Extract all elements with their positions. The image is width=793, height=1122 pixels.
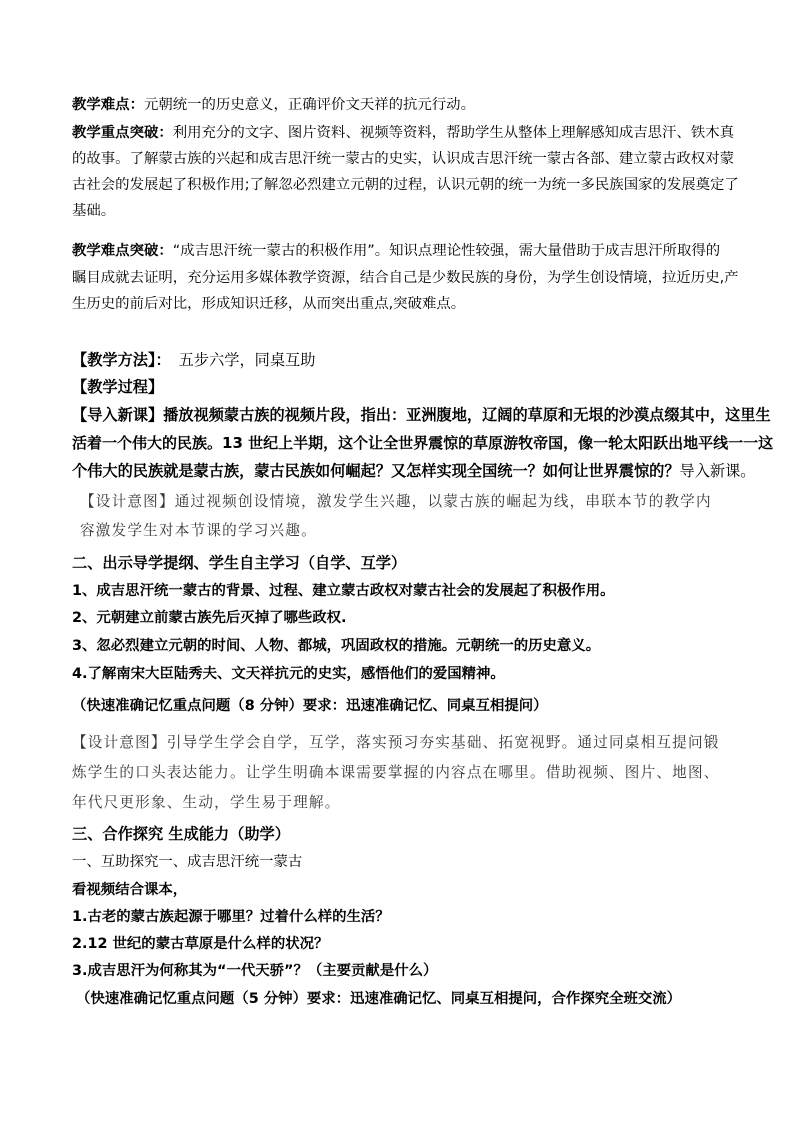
section2-title: 二、出示导学提纲、学生自主学习（自学、互学） xyxy=(72,554,407,572)
intro-line3 xyxy=(72,461,755,481)
teaching-difficulty xyxy=(72,95,475,115)
design-intent2-line1: 【设计意图】引导学生学会自学，互学，落实预习夯实基础、拓宽视野。通过同桌相互提问锻 xyxy=(72,734,720,751)
key-breakthrough-line2: 的故事。了解蒙古族的兴起和成吉思汗统一蒙古的史实，认识成吉思汗统一蒙古各部、建立蒙古政权对蒙 xyxy=(72,151,734,167)
section3-sub: 一、互助探究一、成吉思汗统一蒙古 xyxy=(72,854,303,870)
process-title: 【教学过程】 xyxy=(72,378,164,396)
section2-item-3: 3、忽必烈建立元朝的时间、人物、都城，巩固政权的措施。元朝统一的历史意义。 xyxy=(72,638,601,654)
section3-question-1: 1.古老的蒙古族起源于哪里？过着什么样的生活？ xyxy=(72,909,390,925)
difficulty-breakthrough-line3: 生历史的前后对比，形成知识迁移，从而突出重点,突破难点。 xyxy=(72,296,466,312)
section3-question-2: 2.12 世纪的蒙古草原是什么样的状况？ xyxy=(72,936,329,952)
design-intent2-line3: 年代尺更形象、生动，学生易于理解。 xyxy=(72,794,341,811)
intro-label: 【导入新课】 xyxy=(72,406,164,424)
section3-question-3: 3.成吉思汗为何称其为“一代天骄”？（主要贡献是什么） xyxy=(72,963,438,979)
difficulty-breakthrough-text: “成吉思汗统一蒙古的积极作用”。知识点理论性较强，需大量借助于成吉思汗所取得的 xyxy=(172,243,721,259)
method-label: 【教学方法】： xyxy=(72,351,171,369)
intro-text: 播放视频蒙古族的视频片段，指出：亚洲腹地，辽阔的草原和无垠的沙漠点缀其中，这里生 xyxy=(163,406,771,424)
difficulty-text: 元朝统一的历史意义，正确评价文天祥的抗元行动。 xyxy=(143,97,475,113)
difficulty-label: 教学难点： xyxy=(72,97,144,113)
key-breakthrough-line3: 古社会的发展起了积极作用;了解忽必烈建立元朝的过程，认识元朝的统一为统一多民族国家的发展奠定了 xyxy=(72,177,739,193)
section2-item-2: 2、元朝建立前蒙古族先后灭掉了哪些政权. xyxy=(72,610,347,626)
difficulty-breakthrough-line2: 瞩目成就去证明，充分运用多媒体教学资源，结合自己是少数民族的身份，为学生创设情境，拉近历史,产 xyxy=(72,270,739,286)
section2-item-4: 4.了解南宋大臣陆秀夫、文天祥抗元的史实，感悟他们的爱国精神。 xyxy=(72,666,505,682)
key-breakthrough-line1 xyxy=(72,123,734,143)
intro-line3-normal: 导入新课。 xyxy=(679,462,756,480)
intro-line3-bold: 个伟大的民族就是蒙古族，蒙古民族如何崛起？又怎样实现全国统一？如何让世界震惊的？ xyxy=(72,462,680,480)
intro-line2: 活着一个伟大的民族。13 世纪上半期，这个让全世界震惊的草原游牧帝国，像一轮太阳跃出地平线一一这 xyxy=(72,434,774,452)
section2-requirement: （快速准确记忆重点问题（8 分钟）要求：迅速准确记忆、同桌互相提问） xyxy=(72,698,548,714)
difficulty-breakthrough-label: 教学难点突破： xyxy=(72,243,173,259)
design-intent2-line2: 炼学生的口头表达能力。让学生明确本课需要掌握的内容点在哪里。借助视频、图片、地图、 xyxy=(72,764,720,781)
section3-title: 三、合作探究 生成能力（助学） xyxy=(72,825,290,843)
teaching-method xyxy=(72,350,315,370)
key-breakthrough-line4: 基础。 xyxy=(72,203,116,219)
section2-item-1: 1、成吉思汗统一蒙古的背景、过程、建立蒙古政权对蒙古社会的发展起了积极作用。 xyxy=(72,583,615,599)
design-intent1-line2: 容激发学生对本节课的学习兴趣。 xyxy=(80,522,317,539)
intro-line1 xyxy=(72,405,771,425)
difficulty-breakthrough-line1 xyxy=(72,241,720,261)
key-breakthrough-text: 利用充分的文字、图片资料、视频等资料，帮助学生从整体上理解感知成吉思汗、铁木真 xyxy=(172,125,734,141)
section3-requirement: （快速准确记忆重点问题（5 分钟）要求：迅速准确记忆、同桌互相提问，合作探究全班交流） xyxy=(76,991,682,1007)
section3-lead: 看视频结合课本， xyxy=(72,882,188,898)
design-intent1-line1: 【设计意图】通过视频创设情境，激发学生兴趣，以蒙古族的崛起为线，串联本节的教学内 xyxy=(80,493,712,510)
method-text: 五步六学，同桌互助 xyxy=(178,351,316,369)
key-breakthrough-label: 教学重点突破： xyxy=(72,125,173,141)
